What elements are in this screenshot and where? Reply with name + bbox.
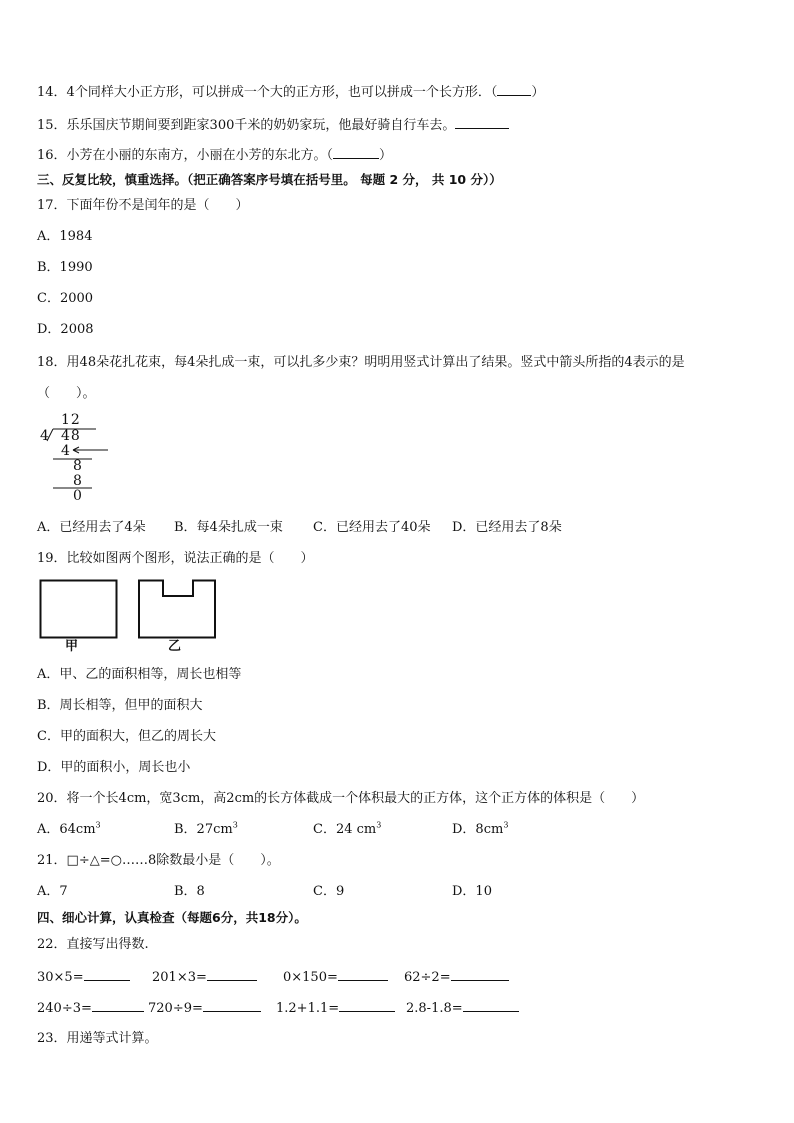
- question-16-text: 16．小芳在小丽的东南方，小丽在小芳的东北方。（: [37, 148, 334, 163]
- question-15-text: 15．乐乐国庆节期间要到距家300千米的奶奶家玩，他最好骑自行车去。: [37, 118, 456, 133]
- answer-blank[interactable]: [339, 999, 395, 1012]
- superscript: 3: [232, 820, 238, 830]
- calc-expression: 2.8-1.8=: [406, 1001, 463, 1016]
- answer-blank[interactable]: [203, 999, 261, 1012]
- option-d-label: D．8cm: [452, 822, 504, 837]
- calc-item: [276, 999, 395, 1017]
- calc-item: [37, 968, 130, 986]
- option-c[interactable]: [313, 822, 381, 838]
- question-23-text: 23．用递等式计算。: [37, 1031, 158, 1046]
- question-18-text-2: （ ）。: [37, 386, 96, 401]
- calc-expression: 62÷2=: [404, 970, 451, 985]
- answer-blank[interactable]: [207, 968, 257, 981]
- division-remainder: 0: [73, 488, 82, 504]
- option-d[interactable]: D．已经用去了8朵: [452, 520, 562, 535]
- answer-blank[interactable]: [497, 83, 531, 96]
- calc-item: [404, 968, 509, 986]
- question-16-close: ）: [379, 148, 393, 163]
- option-b[interactable]: [174, 822, 238, 838]
- option-c[interactable]: C．2000: [37, 291, 94, 306]
- option-a[interactable]: A．已经用去了4朵: [37, 520, 146, 535]
- calc-item: [148, 999, 261, 1017]
- option-c[interactable]: C．9: [313, 884, 345, 899]
- option-b[interactable]: B．8: [174, 884, 205, 899]
- option-d[interactable]: D．2008: [37, 322, 94, 337]
- option-a[interactable]: A．1984: [37, 229, 93, 244]
- superscript: 3: [95, 820, 101, 830]
- section-3-heading: 三、反复比较，慎重选择。（把正确答案序号填在括号里。 每题 2 分， 共 10 分））: [37, 172, 502, 187]
- option-a-label: A．64cm: [37, 822, 96, 837]
- answer-blank[interactable]: [451, 968, 509, 981]
- calc-item: [37, 999, 144, 1017]
- calc-expression: 201×3=: [152, 970, 207, 985]
- answer-blank[interactable]: [455, 116, 509, 129]
- answer-blank[interactable]: [333, 146, 379, 159]
- option-c[interactable]: C．甲的面积大，但乙的周长大: [37, 729, 216, 744]
- question-20-text: 20．将一个长4cm，宽3cm，高2cm的长方体截成一个体积最大的正方体，这个正方体的体积是（ ）: [37, 791, 645, 806]
- option-b-label: B．27cm: [174, 822, 233, 837]
- question-14-close: ）: [531, 85, 545, 100]
- division-quotient: 12: [61, 412, 81, 428]
- calc-expression: 1.2+1.1=: [276, 1001, 340, 1016]
- division-step-3: 8: [73, 473, 82, 489]
- calc-item: [152, 968, 257, 986]
- shapes-drawing: [38, 578, 228, 640]
- question-22-text: 22．直接写出得数.: [37, 937, 149, 952]
- long-division-figure: [36, 410, 116, 506]
- question-18-text: 18．用48朵花扎花束，每4朵扎成一束，可以扎多少束？明明用竖式计算出了结果。竖式中箭头所指的4表示的是: [37, 355, 685, 370]
- calc-expression: 720÷9=: [148, 1001, 203, 1016]
- option-b[interactable]: B．1990: [37, 260, 93, 275]
- option-a[interactable]: A．甲、乙的面积相等，周长也相等: [37, 667, 242, 682]
- shape-label-yi: 乙: [168, 639, 182, 654]
- division-divisor: 4: [40, 428, 49, 444]
- section-4-heading: 四、细心计算，认真检查（每题6分，共18分）。: [37, 910, 307, 925]
- division-step-2: 8: [73, 458, 82, 474]
- option-b[interactable]: B．每4朵扎成一束: [174, 520, 283, 535]
- calc-item: [283, 968, 388, 986]
- option-a[interactable]: [37, 822, 101, 838]
- question-14-text: 14．4个同样大小正方形，可以拼成一个大的正方形，也可以拼成一个长方形．（: [37, 85, 498, 100]
- superscript: 3: [376, 820, 382, 830]
- question-21-text: 21．□÷△=○……8除数最小是（ ）。: [37, 853, 280, 868]
- question-17-text: 17．下面年份不是闰年的是（ ）: [37, 198, 249, 213]
- option-c-label: C．24 cm: [313, 822, 377, 837]
- question-14: [37, 83, 544, 101]
- answer-blank[interactable]: [338, 968, 388, 981]
- question-15: [37, 116, 509, 134]
- option-b[interactable]: B．周长相等，但甲的面积大: [37, 698, 203, 713]
- answer-blank[interactable]: [92, 999, 144, 1012]
- option-c[interactable]: C．已经用去了40朵: [313, 520, 431, 535]
- calc-expression: 240÷3=: [37, 1001, 92, 1016]
- division-dividend: 48: [61, 428, 81, 444]
- shapes-figure: [38, 578, 228, 656]
- question-16: [37, 146, 392, 164]
- calc-item: [406, 999, 519, 1017]
- option-d[interactable]: D．甲的面积小，周长也小: [37, 760, 191, 775]
- option-d[interactable]: [452, 822, 508, 838]
- calc-expression: 0×150=: [283, 970, 338, 985]
- calc-expression: 30×5=: [37, 970, 84, 985]
- question-19-text: 19．比较如图两个图形，说法正确的是（ ）: [37, 551, 314, 566]
- option-d[interactable]: D．10: [452, 884, 492, 899]
- division-step-1: 4: [61, 443, 70, 459]
- answer-blank[interactable]: [463, 999, 519, 1012]
- option-a[interactable]: A．7: [37, 884, 68, 899]
- shape-label-jia: 甲: [65, 639, 79, 654]
- answer-blank[interactable]: [84, 968, 130, 981]
- superscript: 3: [503, 820, 509, 830]
